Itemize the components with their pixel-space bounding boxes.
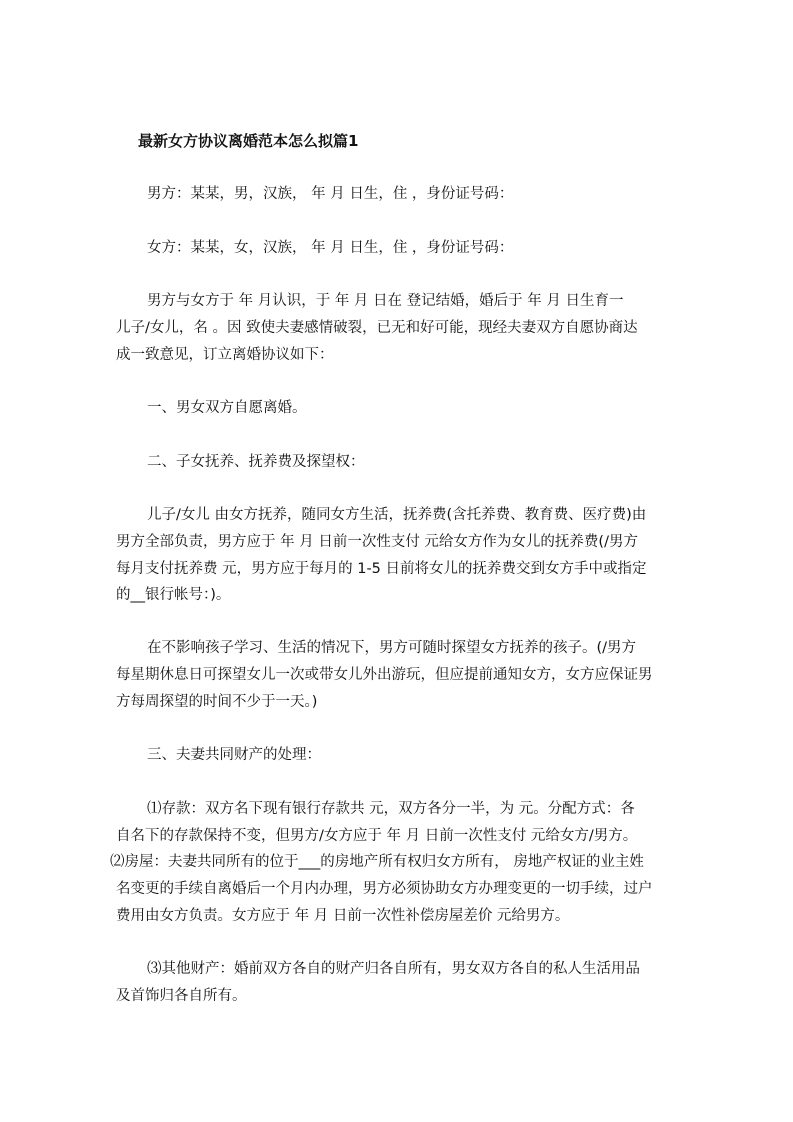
paragraph-line: 男方与女方于 年 月认识，于 年 月 日在 登记结婚，婚后于 年 月 日生育一	[147, 293, 624, 309]
paragraph-line: 成一致意见，订立离婚协议如下：	[116, 347, 334, 363]
section-heading-1: 一、男女双方自愿离婚。	[147, 400, 307, 416]
paragraph-line: 儿子/女儿 由女方抚养，随同女方生活，抚养费(含托养费、教育费、医疗费)由	[147, 507, 647, 523]
paragraph-line: 每星期休息日可探望女儿一次或带女儿外出游玩，但应提前通知女方，女方应保证男	[116, 667, 653, 683]
paragraph-line: 男方全部负责，男方应于 年 月 日前一次性支付 元给女方作为女儿的抚养费(/男方	[116, 534, 638, 550]
paragraph-line: 方每周探望的时间不少于一天。)	[116, 694, 318, 710]
paragraph-line: ⑶其他财产：婚前双方各自的财产归各自所有，男女双方各自的私人生活用品	[147, 961, 640, 977]
paragraph-line: 儿子/女儿，名 。因 致使夫妻感情破裂，已无和好可能，现经夫妻双方自愿协商达	[116, 320, 638, 336]
paragraph-line-female-party: 女方：某某，女，汉族， 年 月 日生，住 ，身份证号码：	[147, 240, 514, 256]
document-title: 最新女方协议离婚范本怎么拟篇1	[138, 132, 359, 150]
paragraph-line: 自名下的存款保持不变，但男方/女方应于 年 月 日前一次性支付 元给女方/男方。	[116, 828, 638, 844]
section-heading-2: 二、子女抚养、抚养费及探望权：	[147, 454, 365, 470]
paragraph-line: 在不影响孩子学习、生活的情况下，男方可随时探望女方抚养的孩子。(/男方	[147, 640, 637, 656]
paragraph-line: ⑵房屋：夫妻共同所有的位于___的房地产所有权归女方所有， 房地产权证的业主姓	[110, 854, 644, 870]
paragraph-line: 的__银行帐号：)。	[116, 587, 231, 603]
paragraph-line: ⑴存款：双方名下现有银行存款共 元，双方各分一半，为 元。分配方式：各	[147, 801, 635, 817]
paragraph-line-male-party: 男方：某某，男，汉族， 年 月 日生，住 ，身份证号码：	[147, 186, 514, 202]
section-heading-3: 三、夫妻共同财产的处理：	[147, 747, 321, 763]
paragraph-line: 名变更的手续自离婚后一个月内办理，男方必须协助女方办理变更的一切手续，过户	[116, 881, 653, 897]
paragraph-line: 及首饰归各自所有。	[116, 988, 247, 1004]
paragraph-line: 每月支付抚养费 元，男方应于每月的 1-5 日前将女儿的抚养费交到女方手中或指定	[116, 561, 647, 577]
paragraph-line: 费用由女方负责。女方应于 年 月 日前一次性补偿房屋差价 元给男方。	[116, 908, 570, 924]
